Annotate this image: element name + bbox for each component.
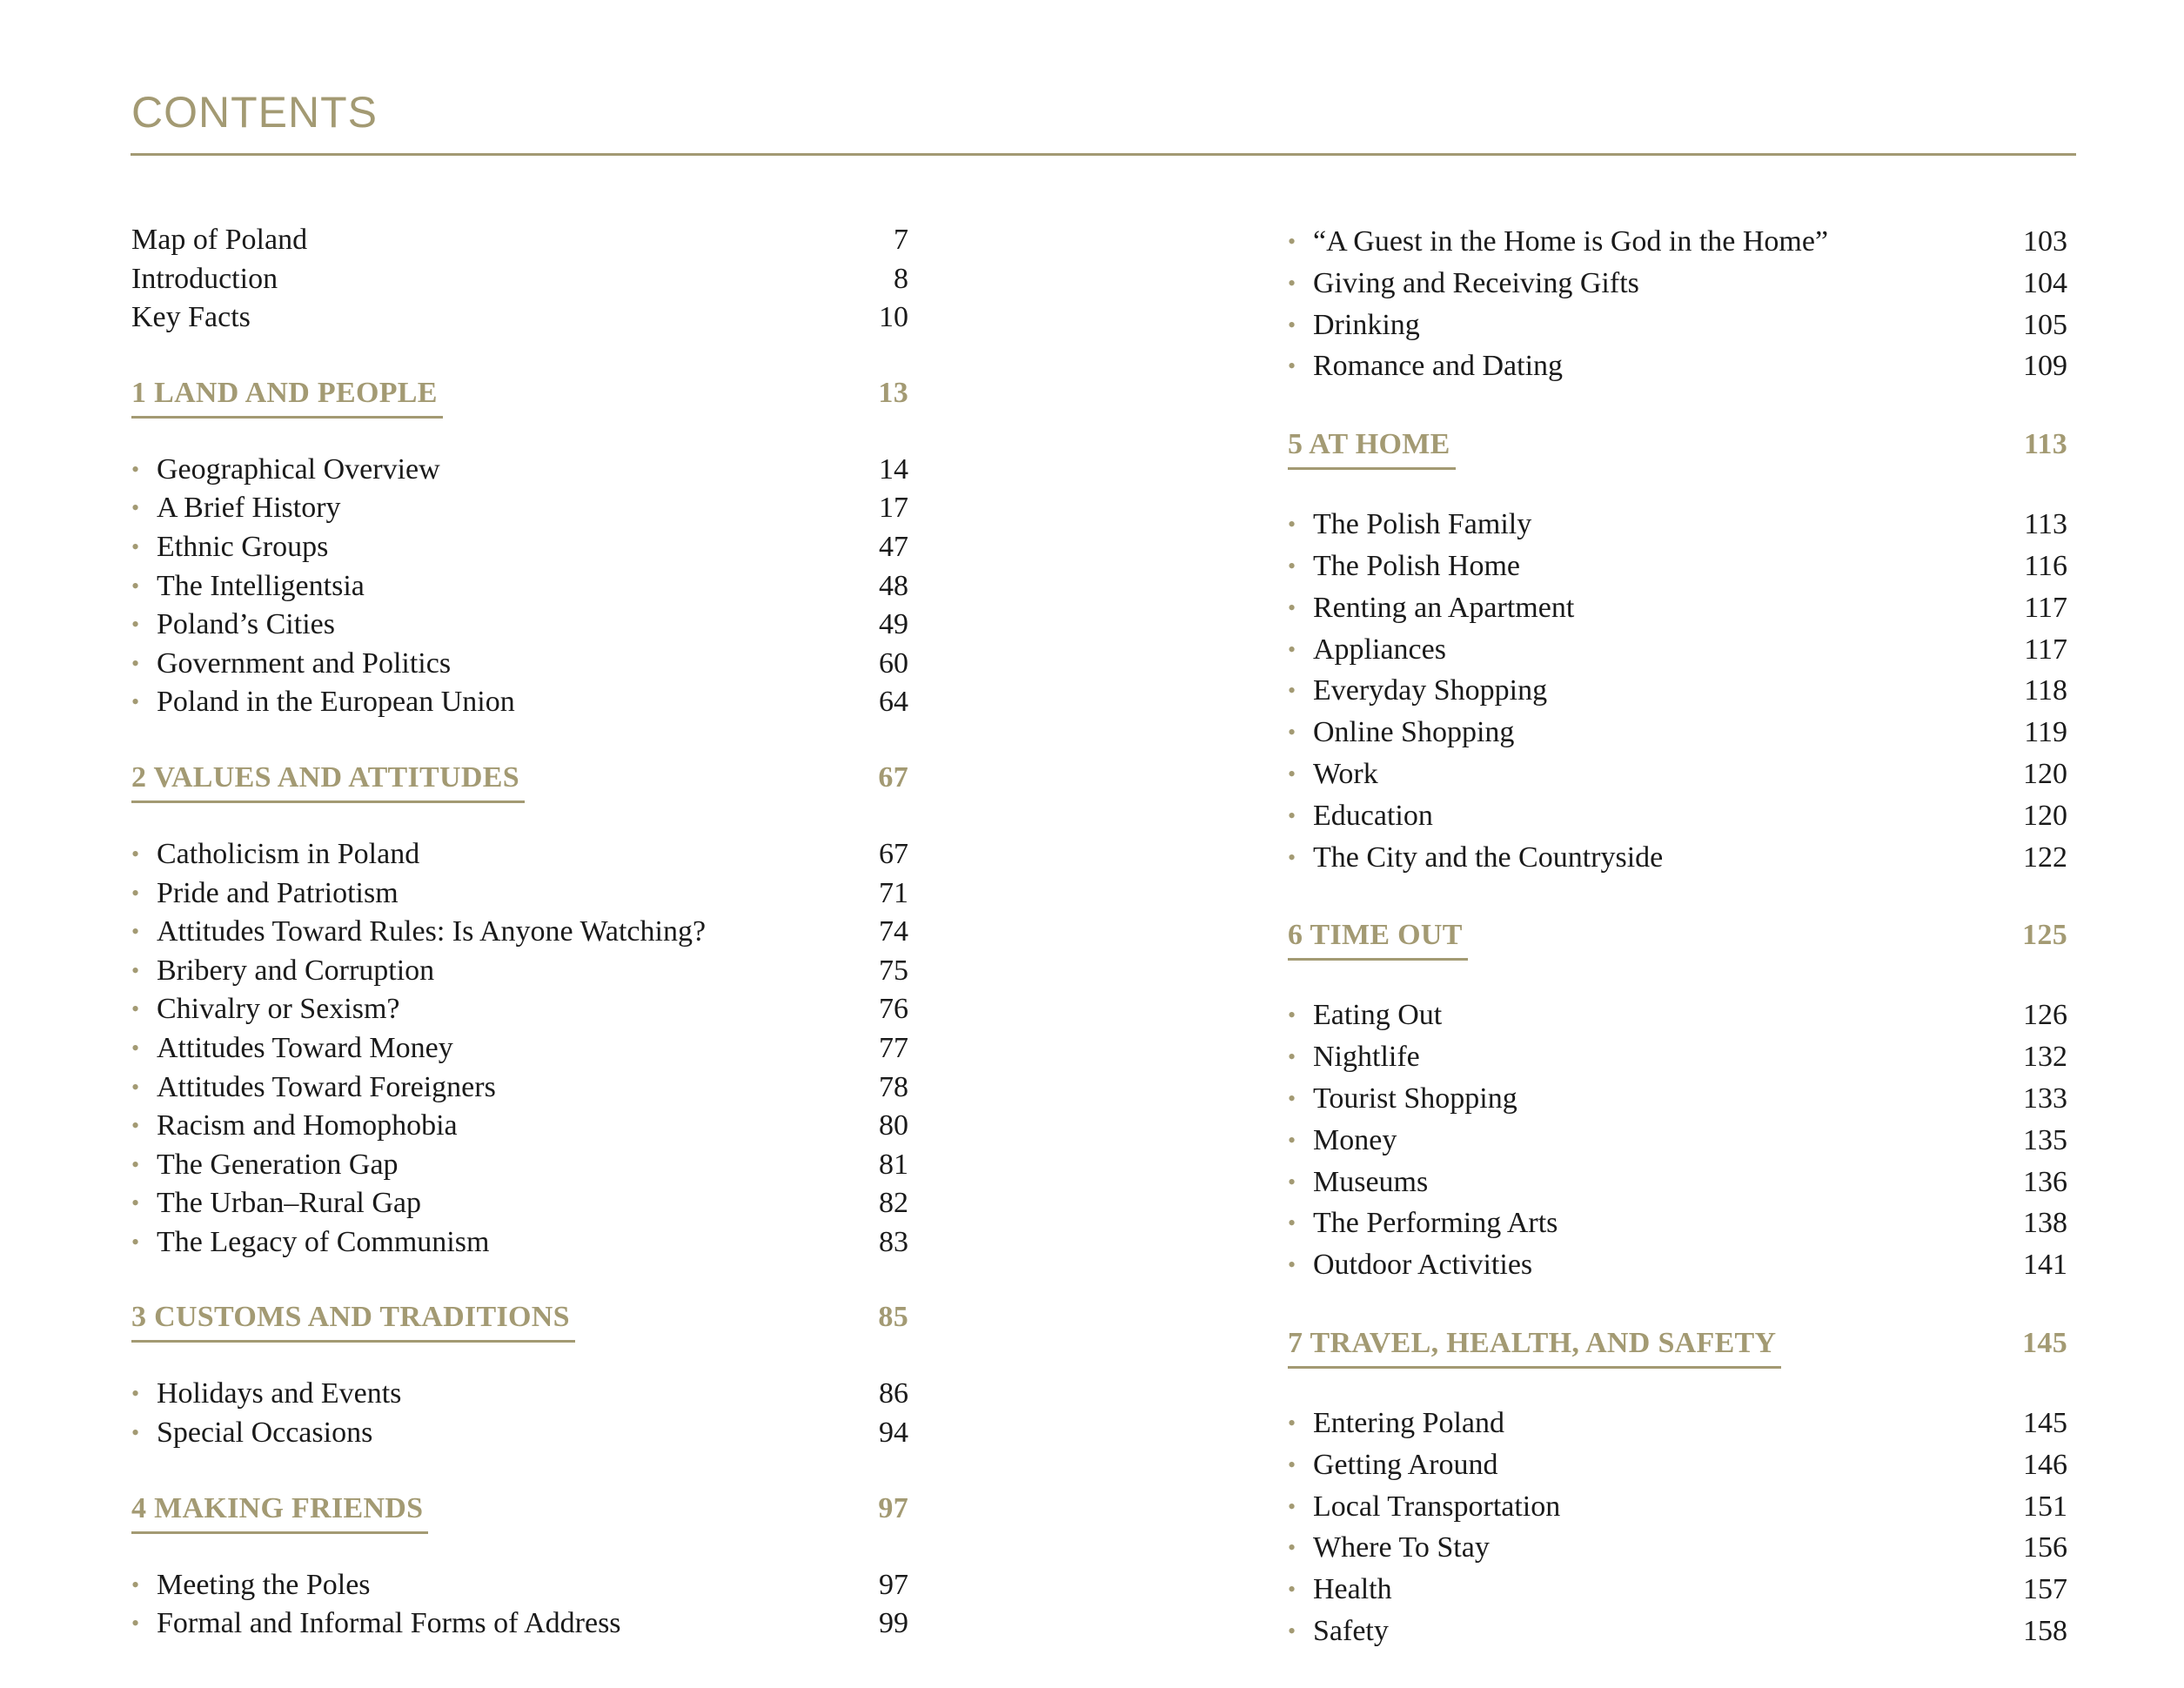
toc-entry-label-group [1288, 1162, 1428, 1205]
toc-entry-label-group [1288, 221, 1828, 265]
title-divider [131, 153, 2076, 156]
toc-entry [1288, 1202, 2067, 1244]
toc-entry [1288, 712, 2067, 754]
toc-entry-page-number: 8 [894, 262, 908, 295]
chapter-page-number: 145 [2022, 1326, 2067, 1359]
bullet-icon: • [131, 919, 140, 945]
toc-entry-label-group [131, 683, 515, 724]
toc-entry-label-group [131, 990, 400, 1031]
toc-entry [1288, 629, 2067, 671]
toc-entry-title: The Polish Family [1313, 508, 1532, 541]
toc-entry [131, 1029, 908, 1068]
toc-entry-label-group [1288, 1527, 1490, 1571]
toc-entry-label-group [1288, 795, 1433, 839]
toc-entry [131, 1107, 908, 1146]
toc-entry-page-number: 17 [879, 492, 908, 525]
toc-entry [131, 952, 908, 991]
toc-entry-title: Poland in the European Union [157, 686, 515, 719]
bullet-icon: • [131, 456, 140, 482]
chapter-page-number: 85 [878, 1301, 908, 1334]
toc-entry-title: Map of Poland [131, 224, 308, 256]
toc-column-right [1288, 221, 2067, 1652]
toc-entry-page-number: 119 [2024, 716, 2067, 749]
toc-entry-page-number: 74 [879, 915, 908, 948]
toc-entry-page-number: 120 [2023, 799, 2067, 832]
toc-entry-title: Attitudes Toward Foreigners [157, 1070, 496, 1103]
bullet-icon: • [131, 1074, 140, 1100]
bullet-icon: • [1288, 1535, 1296, 1561]
toc-entry-page-number: 120 [2023, 757, 2067, 790]
toc-entry-label-group [1288, 1569, 1392, 1612]
bullet-icon: • [1288, 636, 1296, 662]
page-title: CONTENTS [131, 88, 378, 137]
toc-entry-title: Chivalry or Sexism? [157, 993, 400, 1026]
bullet-icon: • [131, 1113, 140, 1139]
toc-entry-label-group [1288, 754, 1378, 797]
bullet-icon: • [131, 650, 140, 676]
chapter-page-number: 125 [2022, 919, 2067, 952]
toc-entry-label-group [1288, 1444, 1497, 1488]
toc-entry-title: Money [1313, 1123, 1397, 1156]
toc-entry-page-number: 109 [2023, 350, 2067, 383]
toc-entry [131, 489, 908, 528]
toc-entry-title: Geographical Overview [157, 452, 440, 486]
bullet-icon: • [131, 573, 140, 599]
toc-entry-title: Catholicism in Poland [157, 837, 420, 870]
toc-entry [1288, 1444, 2067, 1486]
bullet-icon: • [1288, 311, 1296, 338]
toc-entry-page-number: 86 [879, 1377, 908, 1410]
toc-entry-label-group [131, 1107, 458, 1148]
toc-entry-page-number: 117 [2024, 633, 2067, 666]
toc-entry-page-number: 138 [2023, 1207, 2067, 1240]
bullet-icon: • [131, 1611, 140, 1637]
toc-entry [1288, 587, 2067, 629]
toc-entry-label-group [1288, 263, 1639, 306]
toc-entry-page-number: 132 [2023, 1041, 2067, 1074]
toc-entry-title: Health [1313, 1573, 1392, 1606]
toc-entry-label-group [131, 913, 706, 954]
toc-entry [131, 221, 908, 260]
toc-entry [131, 874, 908, 914]
chapter-title: 7 TRAVEL, HEALTH, AND SAFETY [1288, 1326, 1781, 1369]
toc-entry-title: Attitudes Toward Rules: Is Anyone Watching? [157, 915, 707, 948]
chapter-heading [131, 376, 908, 451]
toc-entry [1288, 221, 2067, 263]
bullet-icon: • [131, 612, 140, 638]
bullet-icon: • [131, 1381, 140, 1407]
toc-entry-title: Pride and Patriotism [157, 876, 399, 909]
toc-entry-label-group [131, 952, 434, 993]
toc-entry [1288, 1611, 2067, 1652]
toc-entry-page-number: 60 [879, 646, 908, 680]
toc-entry-title: Holidays and Events [157, 1377, 402, 1410]
bullet-icon: • [1288, 512, 1296, 538]
toc-entry [131, 1604, 908, 1644]
toc-entry-label-group [1288, 1120, 1397, 1163]
bullet-icon: • [131, 1035, 140, 1061]
bullet-icon: • [131, 1571, 140, 1598]
toc-entry-title: Work [1313, 757, 1378, 790]
toc-entry [1288, 837, 2067, 879]
toc-entry [131, 1184, 908, 1223]
toc-entry-page-number: 83 [879, 1225, 908, 1258]
toc-entry [131, 990, 908, 1029]
toc-entry-title: Drinking [1313, 308, 1420, 341]
toc-entry [1288, 670, 2067, 712]
toc-entry-label-group [1288, 995, 1442, 1038]
bullet-icon: • [131, 880, 140, 906]
toc-entry-label-group [131, 1566, 371, 1607]
toc-entry [131, 528, 908, 567]
bullet-icon: • [131, 1151, 140, 1177]
toc-entry-title: Appliances [1313, 633, 1446, 666]
toc-entry [1288, 1244, 2067, 1286]
chapter-heading [131, 1491, 908, 1566]
toc-entry-label-group [131, 1146, 399, 1187]
toc-entry-page-number: 117 [2024, 591, 2067, 624]
toc-entry-page-number: 126 [2023, 999, 2067, 1032]
bullet-icon: • [1288, 1044, 1296, 1070]
toc-entry [131, 1068, 908, 1108]
toc-entry-label-group [131, 606, 335, 646]
toc-entry-page-number: 118 [2024, 674, 2067, 707]
toc-entry-page-number: 49 [879, 608, 908, 641]
toc-entry-label-group [1288, 1486, 1560, 1530]
bullet-icon: • [1288, 844, 1296, 870]
toc-entry-label-group [1288, 1202, 1558, 1246]
toc-entry [1288, 1120, 2067, 1162]
toc-entry-label-group [131, 1414, 372, 1455]
toc-entry [131, 567, 908, 606]
toc-entry-title: Online Shopping [1313, 716, 1515, 749]
toc-entry-title: A Brief History [157, 492, 341, 525]
toc-entry-label-group [131, 1068, 496, 1109]
toc-entry-title: Government and Politics [157, 646, 452, 680]
toc-entry-label-group [1288, 1078, 1517, 1122]
toc-entry-title: “A Guest in the Home is God in the Home” [1313, 225, 1829, 258]
bullet-icon: • [131, 533, 140, 559]
toc-entry-label-group [1288, 1403, 1504, 1446]
toc-entry-title: Museums [1313, 1165, 1429, 1198]
toc-entry-page-number: 113 [2024, 508, 2067, 541]
toc-entry [131, 1566, 908, 1605]
bullet-icon: • [1288, 1252, 1296, 1278]
bullet-icon: • [1288, 1410, 1296, 1436]
toc-entry-label-group [131, 489, 341, 530]
bullet-icon: • [1288, 1577, 1296, 1603]
toc-entry-page-number: 47 [879, 530, 908, 563]
toc-entry-title: Education [1313, 799, 1433, 832]
toc-entry-label-group [131, 567, 365, 608]
toc-entry [1288, 1036, 2067, 1078]
toc-entry-page-number: 157 [2023, 1573, 2067, 1606]
chapter-title: 2 VALUES AND ATTITUDES [131, 760, 525, 803]
toc-entry-title: Local Transportation [1313, 1490, 1561, 1523]
toc-entry [1288, 1403, 2067, 1444]
toc-entry-page-number: 77 [879, 1031, 908, 1064]
bullet-icon: • [1288, 1493, 1296, 1519]
toc-entry-label-group [1288, 670, 1547, 713]
toc-entry-page-number: 75 [879, 954, 908, 987]
toc-entry-label-group [131, 874, 399, 915]
toc-entry-label-group [1288, 1611, 1389, 1654]
toc-entry-page-number: 141 [2023, 1249, 2067, 1282]
toc-entry [1288, 305, 2067, 346]
bullet-icon: • [1288, 802, 1296, 828]
bullet-icon: • [131, 996, 140, 1022]
toc-entry [131, 451, 908, 490]
toc-entry [131, 260, 908, 299]
toc-entry-page-number: 158 [2023, 1614, 2067, 1647]
toc-entry [1288, 1569, 2067, 1611]
toc-entry [1288, 345, 2067, 387]
toc-entry-title: Outdoor Activities [1313, 1249, 1533, 1282]
toc-entry-label-group [1288, 1036, 1420, 1080]
toc-entry-title: Romance and Dating [1313, 350, 1564, 383]
toc-entry-title: Nightlife [1313, 1041, 1420, 1074]
bullet-icon: • [1288, 270, 1296, 296]
toc-entry-page-number: 48 [879, 569, 908, 602]
toc-entry-label-group [1288, 345, 1563, 389]
toc-entry [131, 1414, 908, 1453]
toc-entry-label-group [131, 451, 440, 492]
toc-entry-title: Racism and Homophobia [157, 1109, 458, 1142]
bullet-icon: • [1288, 1210, 1296, 1236]
toc-entry-label-group [131, 221, 307, 260]
chapter-heading [1288, 918, 2067, 995]
toc-entry-title: Key Facts [131, 301, 251, 334]
toc-entry-label-group [1288, 546, 1520, 589]
toc-entry-page-number: 104 [2023, 266, 2067, 299]
toc-entry [1288, 1162, 2067, 1203]
toc-entry-title: Attitudes Toward Money [157, 1031, 453, 1064]
chapter-page-number: 13 [878, 376, 908, 409]
bullet-icon: • [1288, 1169, 1296, 1195]
chapter-page-number: 67 [878, 760, 908, 794]
toc-entry-page-number: 76 [879, 993, 908, 1026]
toc-entry-label-group [1288, 629, 1446, 673]
toc-entry-page-number: 14 [879, 452, 908, 486]
toc-entry-page-number: 71 [879, 876, 908, 909]
toc-entry-label-group [1288, 504, 1531, 547]
toc-entry-title: The Legacy of Communism [157, 1225, 490, 1258]
toc-entry [131, 1146, 908, 1185]
toc-entry-page-number: 81 [879, 1148, 908, 1181]
toc-entry-label-group [131, 1223, 489, 1264]
bullet-icon: • [1288, 1451, 1296, 1477]
chapter-title: 5 AT HOME [1288, 427, 1456, 470]
bullet-icon: • [1288, 553, 1296, 579]
toc-entry-title: The Performing Arts [1313, 1207, 1558, 1240]
toc-entry-page-number: 67 [879, 837, 908, 870]
toc-entry-title: Tourist Shopping [1313, 1082, 1517, 1115]
toc-entry-label-group [131, 260, 278, 299]
bullet-icon: • [131, 841, 140, 867]
toc-entry [131, 298, 908, 338]
toc-entry-title: Safety [1313, 1614, 1389, 1647]
toc-entry-page-number: 105 [2023, 308, 2067, 341]
toc-entry-label-group [131, 1375, 401, 1416]
toc-entry-title: Ethnic Groups [157, 530, 329, 563]
toc-entry-page-number: 94 [879, 1417, 908, 1450]
toc-entry [131, 913, 908, 952]
toc-entry-page-number: 82 [879, 1187, 908, 1220]
toc-entry-title: Meeting the Poles [157, 1568, 371, 1601]
toc-entry-title: Introduction [131, 262, 278, 295]
toc-entry-title: Bribery and Corruption [157, 954, 435, 987]
toc-entry-label-group [1288, 587, 1574, 631]
chapter-heading [131, 1300, 908, 1375]
toc-entry-label-group [131, 835, 419, 876]
toc-entry-page-number: 133 [2023, 1082, 2067, 1115]
toc-entry-title: Giving and Receiving Gifts [1313, 266, 1639, 299]
toc-entry-page-number: 99 [879, 1607, 908, 1640]
toc-entry-page-number: 156 [2023, 1531, 2067, 1564]
bullet-icon: • [131, 689, 140, 715]
chapter-title: 6 TIME OUT [1288, 918, 1468, 961]
bullet-icon: • [1288, 678, 1296, 704]
toc-entry-title: Special Occasions [157, 1417, 373, 1450]
bullet-icon: • [1288, 1618, 1296, 1644]
bullet-icon: • [131, 1190, 140, 1216]
chapter-heading [131, 760, 908, 835]
bullet-icon: • [1288, 353, 1296, 379]
toc-entry-page-number: 136 [2023, 1165, 2067, 1198]
toc-entry-label-group [131, 528, 328, 569]
toc-entry [131, 1223, 908, 1263]
bullet-icon: • [1288, 1002, 1296, 1028]
toc-entry-page-number: 80 [879, 1109, 908, 1142]
toc-entry-page-number: 151 [2023, 1490, 2067, 1523]
toc-entry-page-number: 64 [879, 686, 908, 719]
toc-entry-label-group [131, 1604, 621, 1645]
bullet-icon: • [1288, 760, 1296, 787]
toc-entry-page-number: 7 [894, 224, 908, 256]
toc-entry [1288, 754, 2067, 795]
toc-entry [1288, 1078, 2067, 1120]
toc-entry [131, 645, 908, 684]
toc-entry-title: The Intelligentsia [157, 569, 365, 602]
toc-entry-title: Renting an Apartment [1313, 591, 1575, 624]
toc-entry-title: Eating Out [1313, 999, 1443, 1032]
toc-entry-title: The Generation Gap [157, 1148, 399, 1181]
toc-entry-title: Entering Poland [1313, 1406, 1505, 1439]
toc-entry [131, 835, 908, 874]
toc-entry-label-group [131, 1184, 421, 1225]
toc-entry-label-group [1288, 1244, 1532, 1288]
toc-entry-title: Everyday Shopping [1313, 674, 1548, 707]
bullet-icon: • [1288, 1085, 1296, 1111]
chapter-heading [1288, 1326, 2067, 1403]
chapter-page-number: 97 [878, 1491, 908, 1524]
bullet-icon: • [131, 957, 140, 983]
toc-entry-label-group [1288, 712, 1514, 755]
toc-entry [1288, 795, 2067, 837]
toc-entry [1288, 1486, 2067, 1528]
toc-entry [1288, 1527, 2067, 1569]
toc-entry-title: Getting Around [1313, 1448, 1498, 1481]
toc-entry-title: The Polish Home [1313, 549, 1520, 582]
bullet-icon: • [131, 1420, 140, 1446]
toc-entry-label-group [131, 645, 451, 686]
toc-entry [1288, 263, 2067, 305]
toc-entry-label-group [1288, 837, 1663, 881]
bullet-icon: • [1288, 594, 1296, 620]
toc-entry-page-number: 122 [2023, 841, 2067, 874]
bullet-icon: • [131, 1229, 140, 1255]
bullet-icon: • [1288, 720, 1296, 746]
toc-entry-page-number: 145 [2023, 1406, 2067, 1439]
toc-entry [131, 1375, 908, 1414]
bullet-icon: • [1288, 229, 1296, 254]
chapter-title: 4 MAKING FRIENDS [131, 1491, 428, 1534]
toc-entry [1288, 546, 2067, 587]
toc-entry [131, 683, 908, 722]
toc-entry [1288, 504, 2067, 546]
toc-entry-title: The Urban–Rural Gap [157, 1187, 422, 1220]
chapter-page-number: 113 [2023, 428, 2067, 461]
toc-entry-title: Formal and Informal Forms of Address [157, 1607, 621, 1640]
toc-entry-title: Where To Stay [1313, 1531, 1490, 1564]
chapter-title: 1 LAND AND PEOPLE [131, 376, 443, 419]
toc-entry-label-group [1288, 305, 1420, 348]
toc-entry-title: Poland’s Cities [157, 608, 335, 641]
chapter-title: 3 CUSTOMS AND TRADITIONS [131, 1300, 575, 1343]
toc-entry-page-number: 135 [2023, 1123, 2067, 1156]
toc-entry-page-number: 103 [2023, 225, 2067, 258]
toc-entry-page-number: 116 [2024, 549, 2067, 582]
toc-entry-label-group [131, 298, 251, 338]
toc-entry-title: The City and the Countryside [1313, 841, 1664, 874]
chapter-heading [1288, 427, 2067, 504]
toc-entry-label-group [131, 1029, 453, 1070]
toc-entry [131, 606, 908, 645]
toc-entry-page-number: 10 [879, 301, 908, 334]
toc-entry-page-number: 97 [879, 1568, 908, 1601]
toc-entry-page-number: 78 [879, 1070, 908, 1103]
bullet-icon: • [131, 495, 140, 521]
toc-column-left [131, 221, 908, 1644]
bullet-icon: • [1288, 1127, 1296, 1153]
toc-entry-page-number: 146 [2023, 1448, 2067, 1481]
toc-entry [1288, 995, 2067, 1036]
